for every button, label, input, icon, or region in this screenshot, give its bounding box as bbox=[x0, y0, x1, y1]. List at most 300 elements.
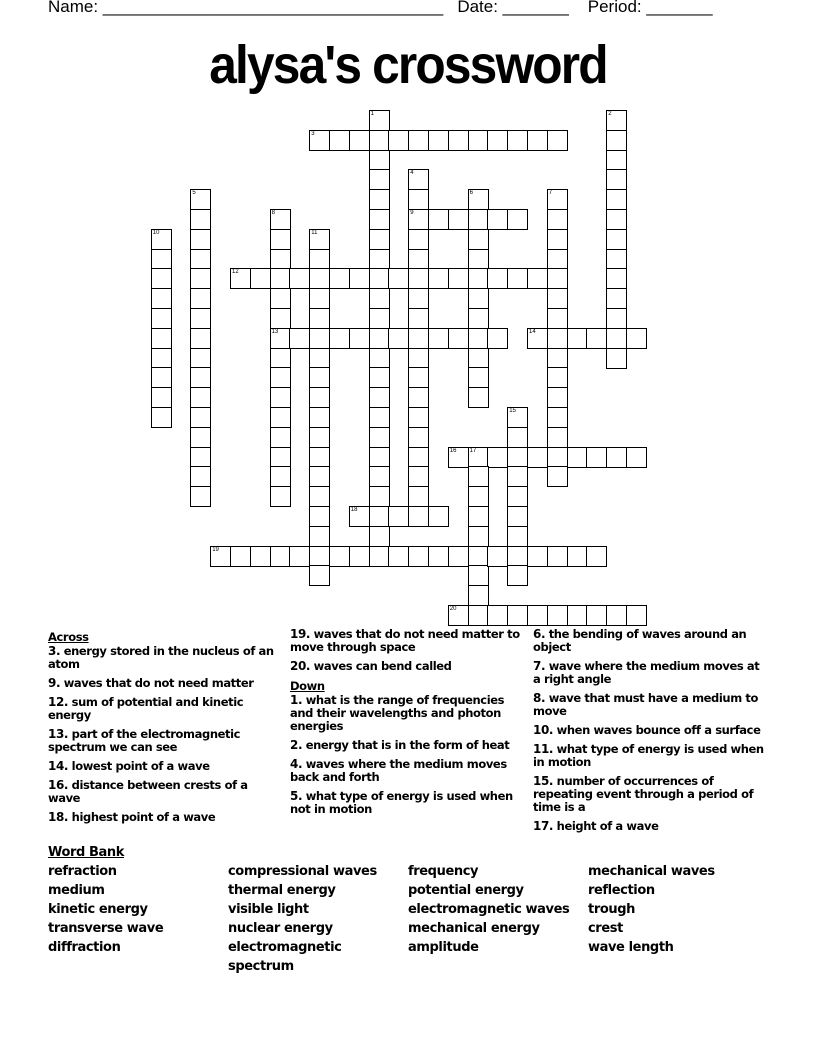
grid-cell[interactable] bbox=[349, 268, 370, 289]
clue-item-number: 4. bbox=[290, 757, 303, 771]
grid-cell[interactable] bbox=[547, 308, 568, 329]
grid-cell[interactable] bbox=[349, 506, 370, 527]
grid-cell[interactable] bbox=[468, 189, 489, 210]
grid-cell[interactable] bbox=[151, 288, 172, 309]
grid-cell[interactable] bbox=[250, 268, 271, 289]
grid-cell[interactable] bbox=[388, 130, 409, 151]
grid-cell[interactable] bbox=[408, 189, 429, 210]
grid-cell[interactable] bbox=[369, 348, 390, 369]
grid-cell[interactable] bbox=[151, 268, 172, 289]
grid-cell[interactable] bbox=[349, 130, 370, 151]
grid-cell[interactable] bbox=[606, 110, 627, 131]
grid-cell[interactable] bbox=[507, 486, 528, 507]
grid-cell[interactable] bbox=[547, 546, 568, 567]
grid-cell[interactable] bbox=[606, 150, 627, 171]
grid-cell[interactable] bbox=[487, 130, 508, 151]
grid-cell[interactable] bbox=[468, 130, 489, 151]
grid-cell[interactable] bbox=[408, 466, 429, 487]
grid-cell[interactable] bbox=[606, 605, 627, 626]
grid-cell[interactable] bbox=[448, 328, 469, 349]
grid-cell[interactable] bbox=[527, 328, 548, 349]
grid-cell[interactable] bbox=[289, 546, 310, 567]
grid-cell[interactable] bbox=[190, 367, 211, 388]
grid-cell[interactable] bbox=[428, 130, 449, 151]
grid-cell[interactable] bbox=[586, 546, 607, 567]
grid-cell[interactable] bbox=[369, 209, 390, 230]
clue-number: 6 bbox=[469, 190, 473, 197]
grid-cell[interactable] bbox=[527, 546, 548, 567]
grid-cell[interactable] bbox=[547, 268, 568, 289]
grid-cell[interactable] bbox=[190, 189, 211, 210]
grid-cell[interactable] bbox=[428, 546, 449, 567]
clue-item-text: highest point of a wave bbox=[68, 810, 216, 824]
clue-item bbox=[533, 724, 765, 737]
grid-cell[interactable] bbox=[567, 605, 588, 626]
grid-cell[interactable] bbox=[547, 328, 568, 349]
clue-number: 1 bbox=[370, 111, 374, 117]
word-bank-item: transverse wave bbox=[48, 921, 164, 936]
grid-cell[interactable] bbox=[309, 308, 330, 329]
grid-cell[interactable] bbox=[606, 209, 627, 230]
clue-item-number: 16. bbox=[48, 778, 69, 792]
grid-cell[interactable] bbox=[547, 387, 568, 408]
grid-cell[interactable] bbox=[349, 546, 370, 567]
grid-cell[interactable] bbox=[527, 130, 548, 151]
grid-cell[interactable] bbox=[547, 407, 568, 428]
grid-cell[interactable] bbox=[487, 546, 508, 567]
clue-number: 13 bbox=[271, 328, 279, 335]
clue-number: 15 bbox=[509, 408, 516, 414]
grid-cell[interactable] bbox=[151, 387, 172, 408]
grid-cell[interactable] bbox=[468, 308, 489, 329]
clue-number: 19 bbox=[212, 546, 219, 553]
clue-item bbox=[533, 775, 765, 814]
grid-cell[interactable] bbox=[408, 249, 429, 270]
grid-cell[interactable] bbox=[190, 308, 211, 329]
clues-column-2 bbox=[290, 628, 522, 822]
grid-cell[interactable] bbox=[309, 466, 330, 487]
clue-item-number: 10. bbox=[533, 723, 554, 737]
student-info-line: Name: ____________________________________ Date: _______ Period: _______ bbox=[48, 0, 713, 16]
clue-item bbox=[48, 728, 280, 754]
grid-cell[interactable] bbox=[507, 130, 528, 151]
clue-number: 10 bbox=[152, 229, 160, 236]
grid-cell[interactable] bbox=[190, 229, 211, 250]
grid-cell[interactable] bbox=[606, 447, 627, 468]
grid-cell[interactable] bbox=[527, 605, 548, 626]
grid-cell[interactable] bbox=[190, 268, 211, 289]
grid-cell[interactable] bbox=[270, 387, 291, 408]
clue-item-number: 9. bbox=[48, 676, 61, 690]
grid-cell[interactable] bbox=[606, 268, 627, 289]
grid-cell[interactable] bbox=[270, 249, 291, 270]
grid-cell[interactable] bbox=[309, 407, 330, 428]
clue-item-number: 15. bbox=[533, 774, 554, 788]
grid-cell[interactable] bbox=[151, 367, 172, 388]
grid-cell[interactable] bbox=[606, 189, 627, 210]
grid-cell[interactable] bbox=[369, 526, 390, 547]
clue-number: 5 bbox=[192, 190, 196, 197]
clue-number: 9 bbox=[410, 210, 414, 216]
grid-cell[interactable] bbox=[151, 229, 172, 250]
clue-item-text: what is the range of frequencies and their wavelengths and photon energies bbox=[290, 693, 505, 733]
grid-cell[interactable] bbox=[408, 308, 429, 329]
word-bank-item: reflection bbox=[588, 883, 655, 898]
grid-cell[interactable] bbox=[270, 466, 291, 487]
clue-item-number: 2. bbox=[290, 738, 303, 752]
grid-cell[interactable] bbox=[190, 466, 211, 487]
grid-cell[interactable] bbox=[329, 268, 350, 289]
clue-item-number: 20. bbox=[290, 659, 311, 673]
grid-cell[interactable] bbox=[369, 229, 390, 250]
word-bank-item: mechanical energy bbox=[408, 921, 540, 936]
clue-item-number: 5. bbox=[290, 789, 303, 803]
across-heading: Across bbox=[48, 630, 89, 644]
grid-cell[interactable] bbox=[270, 407, 291, 428]
grid-cell[interactable] bbox=[567, 328, 588, 349]
clue-item-number: 13. bbox=[48, 727, 69, 741]
grid-cell[interactable] bbox=[448, 605, 469, 626]
grid-cell[interactable] bbox=[448, 447, 469, 468]
grid-cell[interactable] bbox=[190, 249, 211, 270]
grid-cell[interactable] bbox=[468, 288, 489, 309]
grid-cell[interactable] bbox=[250, 546, 271, 567]
grid-cell[interactable] bbox=[309, 506, 330, 527]
word-bank-item: refraction bbox=[48, 864, 117, 879]
grid-cell[interactable] bbox=[270, 367, 291, 388]
grid-cell[interactable] bbox=[507, 466, 528, 487]
clue-item-text: waves that do not need matter to move through space bbox=[290, 627, 520, 654]
grid-cell[interactable] bbox=[606, 249, 627, 270]
grid-cell[interactable] bbox=[369, 288, 390, 309]
clue-item-text: lowest point of a wave bbox=[68, 759, 210, 773]
grid-cell[interactable] bbox=[606, 308, 627, 329]
grid-cell[interactable] bbox=[369, 308, 390, 329]
grid-cell[interactable] bbox=[527, 447, 548, 468]
grid-cell[interactable] bbox=[626, 328, 647, 349]
grid-cell[interactable] bbox=[369, 189, 390, 210]
grid-cell[interactable] bbox=[369, 367, 390, 388]
grid-cell[interactable] bbox=[270, 229, 291, 250]
grid-cell[interactable] bbox=[468, 328, 489, 349]
grid-cell[interactable] bbox=[190, 486, 211, 507]
word-bank-list bbox=[48, 862, 768, 976]
grid-cell[interactable] bbox=[369, 150, 390, 171]
grid-cell[interactable] bbox=[547, 249, 568, 270]
clue-item-text: distance between crests of a wave bbox=[48, 778, 248, 805]
grid-cell[interactable] bbox=[190, 447, 211, 468]
grid-cell[interactable] bbox=[527, 268, 548, 289]
grid-cell[interactable] bbox=[547, 348, 568, 369]
grid-cell[interactable] bbox=[230, 268, 251, 289]
grid-cell[interactable] bbox=[468, 447, 489, 468]
grid-cell[interactable] bbox=[547, 288, 568, 309]
grid-cell[interactable] bbox=[309, 288, 330, 309]
grid-cell[interactable] bbox=[606, 169, 627, 190]
word-bank-item: crest bbox=[588, 921, 623, 936]
grid-cell[interactable] bbox=[309, 546, 330, 567]
grid-cell[interactable] bbox=[408, 486, 429, 507]
clue-item-number: 6. bbox=[533, 627, 546, 641]
grid-cell[interactable] bbox=[190, 387, 211, 408]
grid-cell[interactable] bbox=[468, 268, 489, 289]
grid-cell[interactable] bbox=[270, 308, 291, 329]
grid-cell[interactable] bbox=[468, 565, 489, 586]
grid-cell[interactable] bbox=[468, 506, 489, 527]
grid-cell[interactable] bbox=[468, 605, 489, 626]
clue-item-text: number of occurrences of repeating event through a period of time is a bbox=[533, 774, 754, 814]
grid-cell[interactable] bbox=[547, 427, 568, 448]
grid-cell[interactable] bbox=[270, 209, 291, 230]
grid-cell[interactable] bbox=[626, 605, 647, 626]
clue-item-number: 17. bbox=[533, 819, 554, 833]
grid-cell[interactable] bbox=[547, 447, 568, 468]
word-bank-item: potential energy bbox=[408, 883, 524, 898]
grid-cell[interactable] bbox=[369, 328, 390, 349]
grid-cell[interactable] bbox=[468, 229, 489, 250]
clue-item-text: what type of energy is used when not in motion bbox=[290, 789, 513, 816]
grid-cell[interactable] bbox=[190, 427, 211, 448]
grid-cell[interactable] bbox=[468, 486, 489, 507]
grid-cell[interactable] bbox=[567, 447, 588, 468]
grid-cell[interactable] bbox=[448, 268, 469, 289]
grid-cell[interactable] bbox=[289, 268, 310, 289]
grid-cell[interactable] bbox=[309, 348, 330, 369]
grid-cell[interactable] bbox=[408, 209, 429, 230]
grid-cell[interactable] bbox=[190, 328, 211, 349]
grid-cell[interactable] bbox=[408, 130, 429, 151]
grid-cell[interactable] bbox=[586, 605, 607, 626]
grid-cell[interactable] bbox=[468, 209, 489, 230]
grid-cell[interactable] bbox=[369, 249, 390, 270]
grid-cell[interactable] bbox=[547, 209, 568, 230]
clues-column-3 bbox=[533, 628, 765, 839]
clue-item-text: what type of energy is used when in motion bbox=[533, 742, 764, 769]
clue-item bbox=[533, 692, 765, 718]
grid-cell[interactable] bbox=[230, 546, 251, 567]
grid-cell[interactable] bbox=[329, 130, 350, 151]
grid-cell[interactable] bbox=[408, 169, 429, 190]
clue-number: 7 bbox=[548, 190, 553, 197]
clue-number: 14 bbox=[529, 328, 536, 335]
grid-cell[interactable] bbox=[151, 249, 172, 270]
clue-item-text: part of the electromagnetic spectrum we can see bbox=[48, 727, 241, 754]
grid-cell[interactable] bbox=[369, 447, 390, 468]
grid-cell[interactable] bbox=[388, 268, 409, 289]
grid-cell[interactable] bbox=[448, 130, 469, 151]
grid-cell[interactable] bbox=[270, 546, 291, 567]
grid-cell[interactable] bbox=[547, 229, 568, 250]
grid-cell[interactable] bbox=[388, 328, 409, 349]
grid-cell[interactable] bbox=[369, 546, 390, 567]
grid-cell[interactable] bbox=[309, 565, 330, 586]
grid-cell[interactable] bbox=[270, 288, 291, 309]
grid-cell[interactable] bbox=[190, 209, 211, 230]
grid-cell[interactable] bbox=[309, 130, 330, 151]
grid-cell[interactable] bbox=[408, 288, 429, 309]
grid-cell[interactable] bbox=[388, 546, 409, 567]
grid-cell[interactable] bbox=[369, 268, 390, 289]
grid-cell[interactable] bbox=[487, 209, 508, 230]
grid-cell[interactable] bbox=[369, 427, 390, 448]
grid-cell[interactable] bbox=[626, 447, 647, 468]
grid-cell[interactable] bbox=[586, 447, 607, 468]
grid-cell[interactable] bbox=[468, 249, 489, 270]
clue-item-number: 1. bbox=[290, 693, 303, 707]
grid-cell[interactable] bbox=[507, 605, 528, 626]
grid-cell[interactable] bbox=[309, 526, 330, 547]
grid-cell[interactable] bbox=[408, 268, 429, 289]
grid-cell[interactable] bbox=[270, 268, 291, 289]
grid-cell[interactable] bbox=[507, 526, 528, 547]
clue-item bbox=[290, 628, 522, 654]
grid-cell[interactable] bbox=[369, 130, 390, 151]
clue-item-text: waves that do not need matter bbox=[60, 676, 254, 690]
grid-cell[interactable] bbox=[428, 268, 449, 289]
grid-cell[interactable] bbox=[309, 486, 330, 507]
grid-cell[interactable] bbox=[468, 387, 489, 408]
grid-cell[interactable] bbox=[507, 565, 528, 586]
clue-item-text: wave where the medium moves at a right angle bbox=[533, 659, 760, 686]
grid-cell[interactable] bbox=[547, 189, 568, 210]
clue-number: 16 bbox=[449, 447, 457, 454]
grid-cell[interactable] bbox=[547, 367, 568, 388]
clue-number: 17 bbox=[469, 447, 477, 454]
clue-item-number: 14. bbox=[48, 759, 69, 773]
clue-item bbox=[48, 645, 280, 671]
clue-item-number: 8. bbox=[533, 691, 546, 705]
grid-cell[interactable] bbox=[408, 229, 429, 250]
clue-item-number: 11. bbox=[533, 742, 554, 756]
grid-cell[interactable] bbox=[309, 328, 330, 349]
grid-cell[interactable] bbox=[507, 209, 528, 230]
grid-cell[interactable] bbox=[507, 447, 528, 468]
grid-cell[interactable] bbox=[210, 546, 231, 567]
grid-cell[interactable] bbox=[151, 407, 172, 428]
grid-cell[interactable] bbox=[270, 427, 291, 448]
word-bank-item: kinetic energy bbox=[48, 902, 148, 917]
grid-cell[interactable] bbox=[408, 348, 429, 369]
grid-cell[interactable] bbox=[369, 169, 390, 190]
grid-cell[interactable] bbox=[151, 348, 172, 369]
grid-cell[interactable] bbox=[468, 348, 489, 369]
grid-cell[interactable] bbox=[329, 328, 350, 349]
grid-cell[interactable] bbox=[408, 387, 429, 408]
grid-cell[interactable] bbox=[448, 209, 469, 230]
grid-cell[interactable] bbox=[487, 605, 508, 626]
clue-item bbox=[533, 628, 765, 654]
grid-cell[interactable] bbox=[309, 249, 330, 270]
grid-cell[interactable] bbox=[329, 546, 350, 567]
grid-cell[interactable] bbox=[606, 348, 627, 369]
grid-cell[interactable] bbox=[408, 407, 429, 428]
grid-cell[interactable] bbox=[309, 367, 330, 388]
grid-cell[interactable] bbox=[408, 447, 429, 468]
grid-cell[interactable] bbox=[369, 466, 390, 487]
grid-cell[interactable] bbox=[448, 546, 469, 567]
grid-cell[interactable] bbox=[547, 130, 568, 151]
grid-cell[interactable] bbox=[190, 288, 211, 309]
grid-cell[interactable] bbox=[507, 268, 528, 289]
grid-cell[interactable] bbox=[309, 229, 330, 250]
grid-cell[interactable] bbox=[408, 367, 429, 388]
grid-cell[interactable] bbox=[151, 308, 172, 329]
clue-item bbox=[533, 743, 765, 769]
grid-cell[interactable] bbox=[507, 427, 528, 448]
grid-cell[interactable] bbox=[507, 407, 528, 428]
grid-cell[interactable] bbox=[289, 328, 310, 349]
grid-cell[interactable] bbox=[270, 348, 291, 369]
grid-cell[interactable] bbox=[190, 407, 211, 428]
clue-number: 4 bbox=[410, 170, 414, 177]
clue-item-text: wave that must have a medium to move bbox=[533, 691, 758, 718]
clue-item-text: the bending of waves around an object bbox=[533, 627, 747, 654]
grid-cell[interactable] bbox=[270, 486, 291, 507]
word-bank-item: frequency bbox=[408, 864, 479, 879]
grid-cell[interactable] bbox=[309, 427, 330, 448]
grid-cell[interactable] bbox=[408, 427, 429, 448]
grid-cell[interactable] bbox=[428, 209, 449, 230]
grid-cell[interactable] bbox=[468, 367, 489, 388]
clue-item-text: sum of potential and kinetic energy bbox=[48, 695, 244, 722]
grid-cell[interactable] bbox=[606, 288, 627, 309]
grid-cell[interactable] bbox=[151, 328, 172, 349]
grid-cell[interactable] bbox=[369, 486, 390, 507]
grid-cell[interactable] bbox=[369, 407, 390, 428]
grid-cell[interactable] bbox=[270, 447, 291, 468]
grid-cell[interactable] bbox=[428, 506, 449, 527]
word-bank-item: mechanical waves bbox=[588, 864, 715, 879]
grid-cell[interactable] bbox=[408, 546, 429, 567]
grid-cell[interactable] bbox=[606, 229, 627, 250]
grid-cell[interactable] bbox=[408, 328, 429, 349]
grid-cell[interactable] bbox=[408, 506, 429, 527]
grid-cell[interactable] bbox=[507, 546, 528, 567]
grid-cell[interactable] bbox=[468, 585, 489, 606]
grid-cell[interactable] bbox=[388, 506, 409, 527]
clue-item bbox=[290, 790, 522, 816]
grid-cell[interactable] bbox=[547, 466, 568, 487]
grid-cell[interactable] bbox=[270, 328, 291, 349]
grid-cell[interactable] bbox=[487, 447, 508, 468]
grid-cell[interactable] bbox=[309, 268, 330, 289]
grid-cell[interactable] bbox=[309, 447, 330, 468]
clue-item bbox=[48, 811, 280, 824]
grid-cell[interactable] bbox=[369, 387, 390, 408]
word-bank bbox=[48, 845, 768, 976]
grid-cell[interactable] bbox=[468, 526, 489, 547]
clue-item bbox=[290, 660, 522, 673]
grid-cell[interactable] bbox=[468, 466, 489, 487]
grid-cell[interactable] bbox=[507, 506, 528, 527]
grid-cell[interactable] bbox=[487, 268, 508, 289]
grid-cell[interactable] bbox=[606, 328, 627, 349]
grid-cell[interactable] bbox=[190, 348, 211, 369]
grid-cell[interactable] bbox=[309, 387, 330, 408]
grid-cell[interactable] bbox=[606, 130, 627, 151]
grid-cell[interactable] bbox=[468, 546, 489, 567]
grid-cell[interactable] bbox=[567, 546, 588, 567]
clue-number: 20 bbox=[449, 606, 457, 612]
grid-cell[interactable] bbox=[487, 328, 508, 349]
grid-cell[interactable] bbox=[428, 328, 449, 349]
grid-cell[interactable] bbox=[369, 110, 390, 131]
grid-cell[interactable] bbox=[369, 506, 390, 527]
grid-cell[interactable] bbox=[349, 328, 370, 349]
grid-cell[interactable] bbox=[547, 605, 568, 626]
clue-item bbox=[290, 694, 522, 733]
grid-cell[interactable] bbox=[586, 328, 607, 349]
